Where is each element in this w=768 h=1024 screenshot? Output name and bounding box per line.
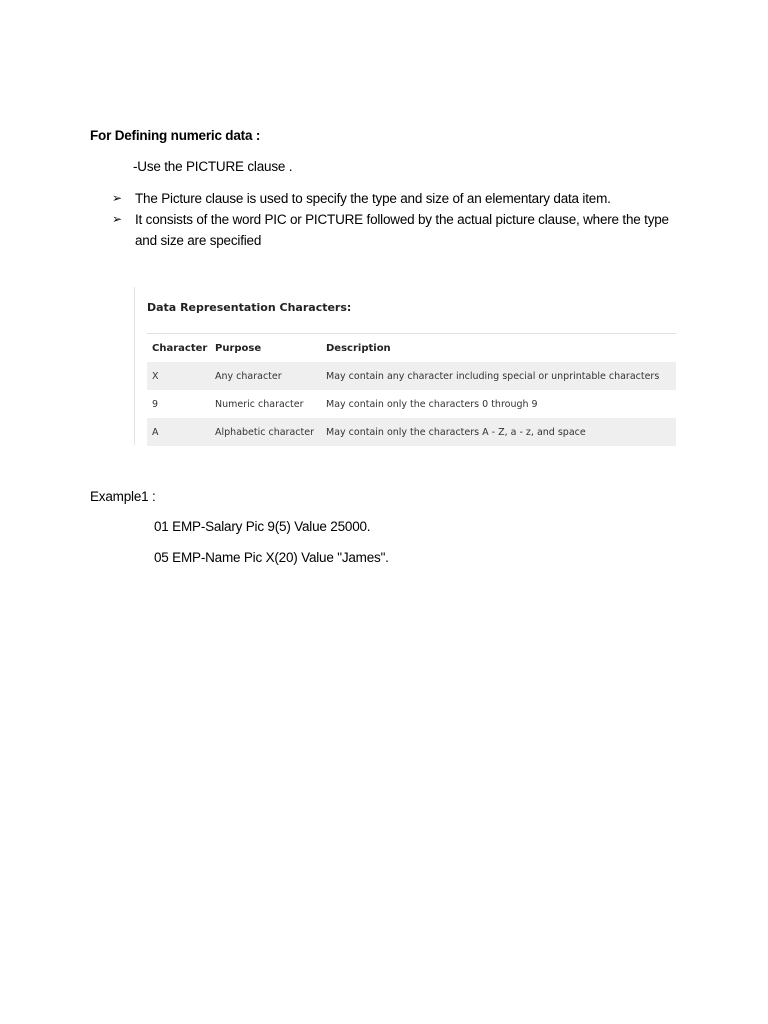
- example-label: Example1 :: [90, 489, 156, 504]
- table-header-row: [147, 334, 676, 363]
- table-cell: Numeric character: [215, 398, 304, 410]
- table-cell: X: [147, 362, 210, 390]
- instruction-line: -Use the PICTURE clause .: [133, 159, 293, 174]
- table-cell: Any character: [210, 362, 321, 390]
- bullet-text: The Picture clause is used to specify the type and size of an elementary data item.: [135, 191, 611, 206]
- embedded-table-figure: [134, 287, 677, 445]
- table-cell: 9: [152, 398, 159, 410]
- bullet-item: [112, 188, 672, 209]
- figure-title: Data Representation Characters:: [147, 301, 352, 314]
- bullet-text: It consists of the word PIC or PICTURE followed by the actual picture clause, where the type and size are specified: [135, 212, 669, 248]
- column-header: Purpose: [210, 334, 321, 363]
- table-cell: May contain only the characters 0 through 9: [326, 398, 538, 410]
- table-row: [147, 390, 676, 418]
- data-representation-table: [147, 333, 676, 446]
- code-line: 05 EMP-Name Pic X(20) Value "James".: [154, 550, 389, 565]
- column-header: Character: [147, 334, 210, 363]
- table-cell: A: [147, 418, 210, 446]
- table-row: [147, 418, 676, 446]
- arrow-bullet-icon: ➢: [112, 212, 122, 226]
- bullet-item: [112, 209, 672, 251]
- table-cell: May contain any character including special or unprintable characters: [321, 362, 676, 390]
- code-line: 01 EMP-Salary Pic 9(5) Value 25000.: [154, 519, 371, 534]
- arrow-bullet-icon: ➢: [112, 191, 122, 205]
- table-cell: May contain only the characters A - Z, a - z, and space: [321, 418, 676, 446]
- table-cell: Alphabetic character: [210, 418, 321, 446]
- bullet-list: [112, 188, 672, 251]
- section-heading: For Defining numeric data :: [90, 128, 261, 143]
- column-header: Description: [321, 334, 676, 363]
- table-row: [147, 362, 676, 390]
